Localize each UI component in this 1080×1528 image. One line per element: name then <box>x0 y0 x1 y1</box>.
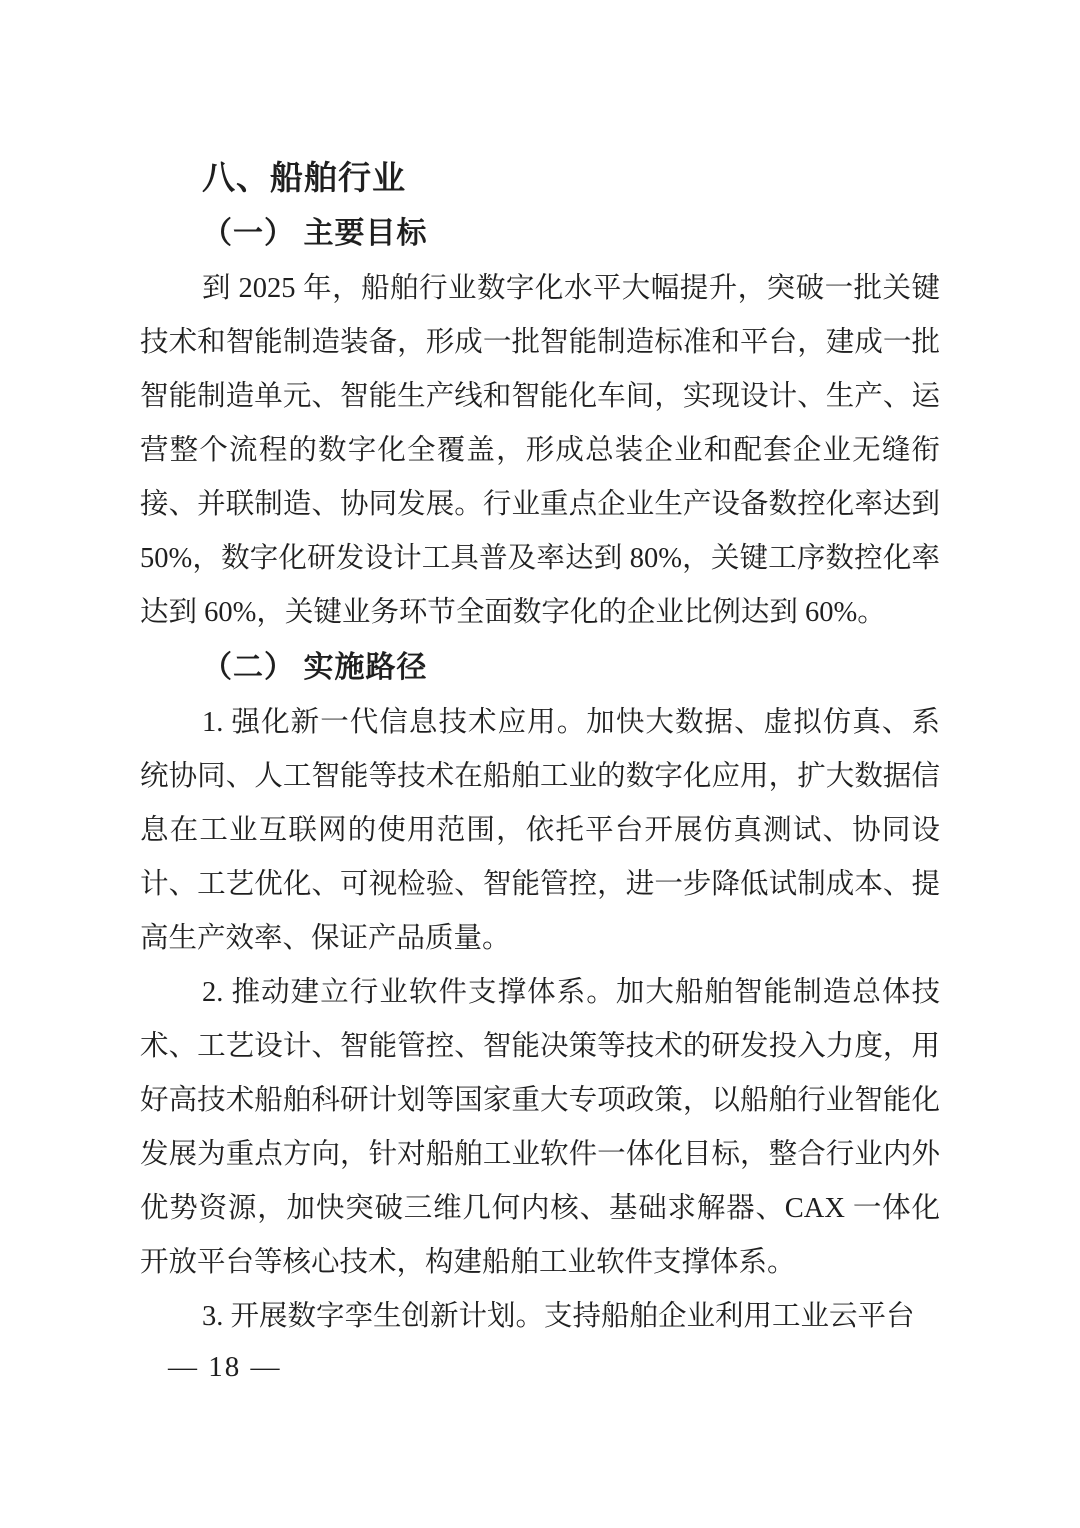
page-number: — 18 — <box>168 1351 282 1383</box>
paragraph-implementation-item-3: 3. 开展数字孪生创新计划。支持船舶企业利用工业云平台 <box>202 1301 915 1332</box>
subsection-heading-implementation-path: （二） 实施路径 <box>202 651 428 684</box>
section-heading: 八、船舶行业 <box>202 159 406 196</box>
document-content <box>140 150 940 1344</box>
paragraph-goals: 到 2025 年，船舶行业数字化水平大幅提升，突破一批关键技术和智能制造装备，形成一批智能制造标准和平台，建成一批智能制造单元、智能生产线和智能化车间，实现设计、生产、运营整个流程的数字化全覆盖，形成总装企业和配套企业无缝衔接、并联制造、协同发展。行业重点企业生产设备数控化率达到 50%，数字化研发设计工具普及率达到 80%，关键工序数控化率达到 60%，关键业务环节全面数字化的企业比例达到 60%。 <box>140 273 940 628</box>
paragraph-implementation-item-2: 2. 推动建立行业软件支撑体系。加大船舶智能制造总体技术、工艺设计、智能管控、智能决策等技术的研发投入力度，用好高技术船舶科研计划等国家重大专项政策，以船舶行业智能化发展为重点方向，针对船舶工业软件一体化目标，整合行业内外优势资源，加快突破三维几何内核、基础求解器、CAX 一体化开放平台等核心技术，构建船舶工业软件支撑体系。 <box>140 977 940 1278</box>
subsection-heading-main-goals: （一） 主要目标 <box>202 217 428 250</box>
paragraph-implementation-item-1: 1. 强化新一代信息技术应用。加快大数据、虚拟仿真、系统协同、人工智能等技术在船舶工业的数字化应用，扩大数据信息在工业互联网的使用范围，依托平台开展仿真测试、协同设计、工艺优化、可视检验、智能管控，进一步降低试制成本、提高生产效率、保证产品质量。 <box>140 707 940 954</box>
